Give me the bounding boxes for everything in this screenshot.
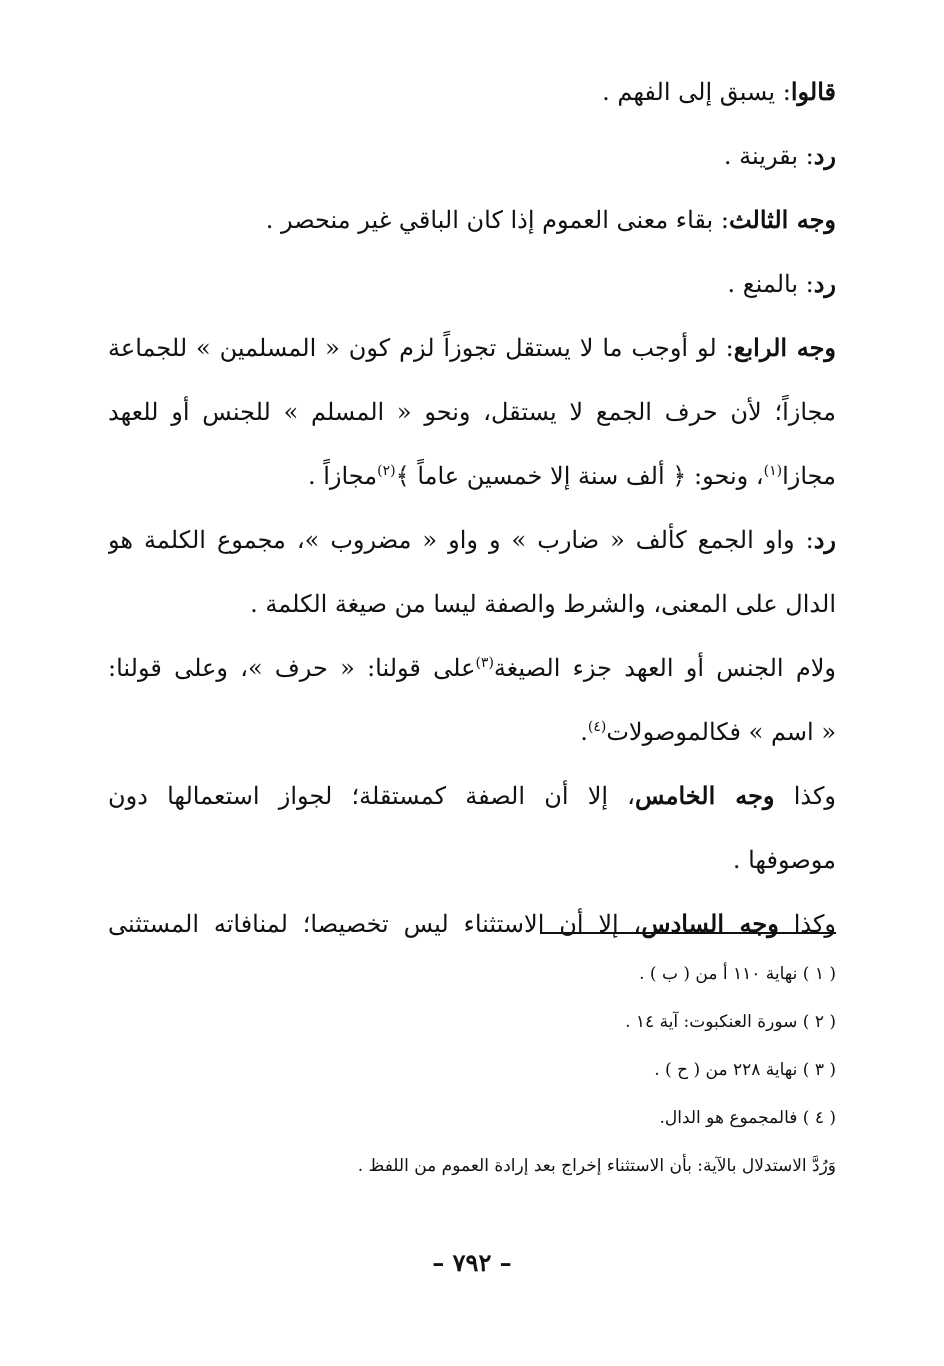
line-text: الدال على المعنى، والشرط والصفة ليسا من صيغة الكلمة . bbox=[250, 590, 836, 618]
text-line bbox=[108, 252, 836, 316]
footnote-ref: (٤) bbox=[587, 719, 607, 735]
text-line bbox=[108, 700, 836, 764]
line-text: مجازاً؛ لأن حرف الجمع لا يستقل، ونحو « المسلم » للجنس أو للعهد bbox=[108, 398, 836, 426]
line-text: : بقرينة . bbox=[723, 142, 814, 170]
keyword: رد bbox=[813, 269, 836, 298]
footnote-ref: (٣) bbox=[475, 655, 494, 671]
line-text: مجازا bbox=[782, 462, 836, 490]
text-line bbox=[108, 764, 836, 828]
page-number: – ٧٩٢ – bbox=[432, 1248, 512, 1277]
text-line bbox=[108, 444, 836, 508]
keyword: رد bbox=[813, 141, 836, 170]
line-text: : بالمنع . bbox=[727, 270, 814, 298]
line-text: ، ونحو: ﴿ ألف سنة إلا خمسين عاماً ﴾ bbox=[395, 462, 764, 490]
keyword: قالوا bbox=[790, 77, 836, 106]
text-line bbox=[108, 124, 836, 188]
line-text: : لو أوجب ما لا يستقل تجوزاً لزم كون « المسلمين » للجماعة bbox=[108, 334, 734, 362]
line-text: : يسبق إلى الفهم . bbox=[602, 78, 791, 106]
keyword: وجه الخامس bbox=[635, 781, 775, 810]
line-text: على قولنا: « حرف »، وعلى قولنا: bbox=[108, 654, 476, 682]
line-text: ولام الجنس أو العهد جزء الصيغة bbox=[493, 654, 836, 682]
line-text: « اسم » فكالموصولات bbox=[606, 718, 836, 746]
footnote-ref: (٢) bbox=[377, 463, 396, 479]
line-text: ، إلا أن الصفة كمستقلة؛ لجواز استعمالها دون bbox=[108, 782, 636, 810]
text-line bbox=[108, 380, 836, 444]
footnote: ( ١ ) نهاية ١١٠ أ من ( ب ) . bbox=[639, 964, 836, 984]
line-text: : بقاء معنى العموم إذا كان الباقي غير منحصر . bbox=[265, 206, 729, 234]
line-text: . bbox=[580, 718, 588, 746]
text-line bbox=[108, 188, 836, 252]
line-text: : واو الجمع كألف « ضارب » و واو « مضروب »، مجموع الكلمة هو bbox=[108, 526, 814, 554]
text-line bbox=[108, 572, 836, 636]
footnote-ref: (١) bbox=[763, 463, 783, 479]
keyword: وجه الرابع bbox=[733, 333, 836, 362]
keyword: وجه السادس bbox=[641, 909, 779, 938]
footnote: ( ٤ ) فالمجموع هو الدال. bbox=[659, 1108, 836, 1128]
text-line bbox=[108, 828, 836, 892]
footnote: ( ٢ ) سورة العنكبوت: آية ١٤ . bbox=[625, 1012, 836, 1032]
keyword: وجه الثالث bbox=[728, 205, 836, 234]
text-line bbox=[108, 316, 836, 380]
text-line bbox=[108, 636, 836, 700]
main-text bbox=[108, 60, 836, 956]
text-line bbox=[108, 892, 836, 956]
line-text: وكذا bbox=[778, 910, 836, 938]
footnote: وَرُدَّ الاستدلال بالآية: بأن الاستثناء إخراج بعد إرادة العموم من اللفظ . bbox=[357, 1156, 836, 1176]
keyword: رد bbox=[813, 525, 836, 554]
text-line bbox=[108, 60, 836, 124]
footnote-divider bbox=[540, 932, 836, 934]
footnotes bbox=[108, 950, 836, 1190]
line-text: مجازاً . bbox=[307, 462, 378, 490]
footnote: ( ٣ ) نهاية ٢٢٨ من ( ح ) . bbox=[654, 1060, 836, 1080]
line-text: موصوفها . bbox=[732, 846, 836, 874]
text-line bbox=[108, 508, 836, 572]
line-text: ، إلا أن الاستثناء ليس تخصيصا؛ لمنافاته المستثنى bbox=[108, 910, 642, 938]
line-text: وكذا bbox=[774, 782, 836, 810]
